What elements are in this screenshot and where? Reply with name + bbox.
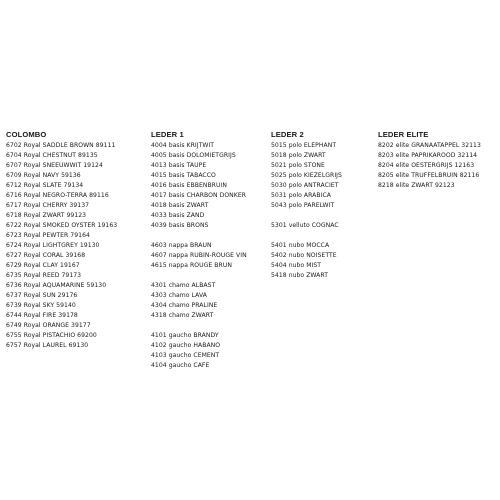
group-leder2-nubo xyxy=(271,241,375,281)
list-item: 4033 basis ZAND xyxy=(151,212,205,219)
list-item: 4017 basis CHARBON DONKER xyxy=(151,192,247,199)
list-item: 6729 Royal CLAY 19167 xyxy=(6,262,80,269)
list-item: 6717 Royal CHERRY 39137 xyxy=(6,202,90,209)
list-item: 4015 basis TABACCO xyxy=(151,172,216,179)
column-leder-elite xyxy=(378,130,498,191)
group-leder2-polo xyxy=(271,141,375,211)
list-item: 5018 polo ZWART xyxy=(271,152,326,159)
list-item: 6737 Royal SUN 29176 xyxy=(6,292,78,299)
list-item: 4607 nappa RUBIN-ROUGE VIN xyxy=(151,252,247,259)
list-item: 6709 Royal NAVY 59136 xyxy=(6,172,81,179)
list-item: 4004 basis KRIJTWIT xyxy=(151,142,215,149)
list-item: 6755 Royal PISTACHIO 69200 xyxy=(6,332,97,339)
list-item: 4101 gaucho BRANDY xyxy=(151,332,219,339)
list-item: 6736 Royal AQUAMARINE 59130 xyxy=(6,282,107,289)
list-item: 6744 Royal FIRE 39178 xyxy=(6,312,78,319)
column-title-leder-elite: LEDER ELITE xyxy=(378,130,429,139)
list-item: 6735 Royal REED 79173 xyxy=(6,272,82,279)
list-item: 6723 Royal PEWTER 79164 xyxy=(6,232,90,239)
list-item: 4005 basis DOLOMIETGRIJS xyxy=(151,152,236,159)
column-title-leder-2: LEDER 2 xyxy=(271,130,304,139)
list-item: 8204 elite OESTERGRIJS 12163 xyxy=(378,162,475,169)
list-item: 8202 elite GRANAATAPPEL 32113 xyxy=(378,142,481,149)
list-item: 4104 gaucho CAFE xyxy=(151,362,210,369)
column-leder-2 xyxy=(271,130,375,281)
list-item: 6712 Royal SLATE 79134 xyxy=(6,182,84,189)
list-item: 5418 nubo ZWART xyxy=(271,272,329,279)
list-item: 6716 Royal NEGRO-TERRA 89116 xyxy=(6,192,109,199)
list-item: 4301 chamo ALBAST xyxy=(151,282,216,289)
list-item: 4018 basis ZWART xyxy=(151,202,209,209)
list-item: 4016 basis EBBENBRUIN xyxy=(151,182,227,189)
list-item: 6722 Royal SMOKED OYSTER 19163 xyxy=(6,222,118,229)
group-leder2-velluto xyxy=(271,221,375,231)
list-item: 4304 chamo PRALINE xyxy=(151,302,218,309)
list-item: 5015 polo ELEPHANT xyxy=(271,142,337,149)
group-colombo-royal xyxy=(6,141,156,351)
list-item: 5030 polo ANTRACIET xyxy=(271,182,339,189)
list-item: 8218 elite ZWART 92123 xyxy=(378,182,455,189)
list-item: 6727 Royal CORAL 39168 xyxy=(6,252,86,259)
list-item: 4318 chamo ZWART xyxy=(151,312,214,319)
list-item: 6702 Royal SADDLE BROWN 89111 xyxy=(6,142,116,149)
list-item: 4013 basis TAUPE xyxy=(151,162,207,169)
group-leder1-gaucho xyxy=(151,331,269,371)
list-item: 5402 nubo NOISETTE xyxy=(271,252,337,259)
list-item: 6757 Royal LAUREL 69130 xyxy=(6,342,89,349)
list-item: 4102 gaucho HABANO xyxy=(151,342,221,349)
list-item: 8203 elite PAPRIKAROOD 32114 xyxy=(378,152,478,159)
list-item: 4615 nappa ROUGE BRUN xyxy=(151,262,232,269)
list-item: 5404 nubo MIST xyxy=(271,262,322,269)
column-title-colombo: COLOMBO xyxy=(6,130,47,139)
group-elite xyxy=(378,141,498,191)
list-item: 4603 nappa BRAUN xyxy=(151,242,212,249)
list-item: 5031 polo ARABICA xyxy=(271,192,331,199)
list-item: 6749 Royal ORANGE 39177 xyxy=(6,322,91,329)
list-item: 4103 gaucho CEMENT xyxy=(151,352,220,359)
group-leder1-basis xyxy=(151,141,269,231)
list-item: 4303 chamo LAVA xyxy=(151,292,208,299)
list-item: 8205 elite TRUFFELBRUIN 82116 xyxy=(378,172,480,179)
list-item: 5401 nubo MOCCA xyxy=(271,242,330,249)
list-item: 5021 polo STONE xyxy=(271,162,325,169)
group-leder1-nappa xyxy=(151,241,269,271)
column-title-leder-1: LEDER 1 xyxy=(151,130,184,139)
list-item: 6707 Royal SNEEUWWIT 19124 xyxy=(6,162,103,169)
list-item: 5301 velluto COGNAC xyxy=(271,222,339,229)
list-item: 6724 Royal LIGHTGREY 19130 xyxy=(6,242,100,249)
list-item: 5025 polo KIEZELGRIJS xyxy=(271,172,342,179)
column-leder-1 xyxy=(151,130,269,371)
list-item: 6704 Royal CHESTNUT 89135 xyxy=(6,152,98,159)
list-item: 5043 polo PARELWIT xyxy=(271,202,335,209)
list-item: 6739 Royal SKY 59140 xyxy=(6,302,76,309)
column-colombo xyxy=(6,130,156,351)
list-item: 4039 basis BRONS xyxy=(151,222,209,229)
group-leder1-chamo xyxy=(151,281,269,321)
list-item: 6718 Royal ZWART 99123 xyxy=(6,212,87,219)
